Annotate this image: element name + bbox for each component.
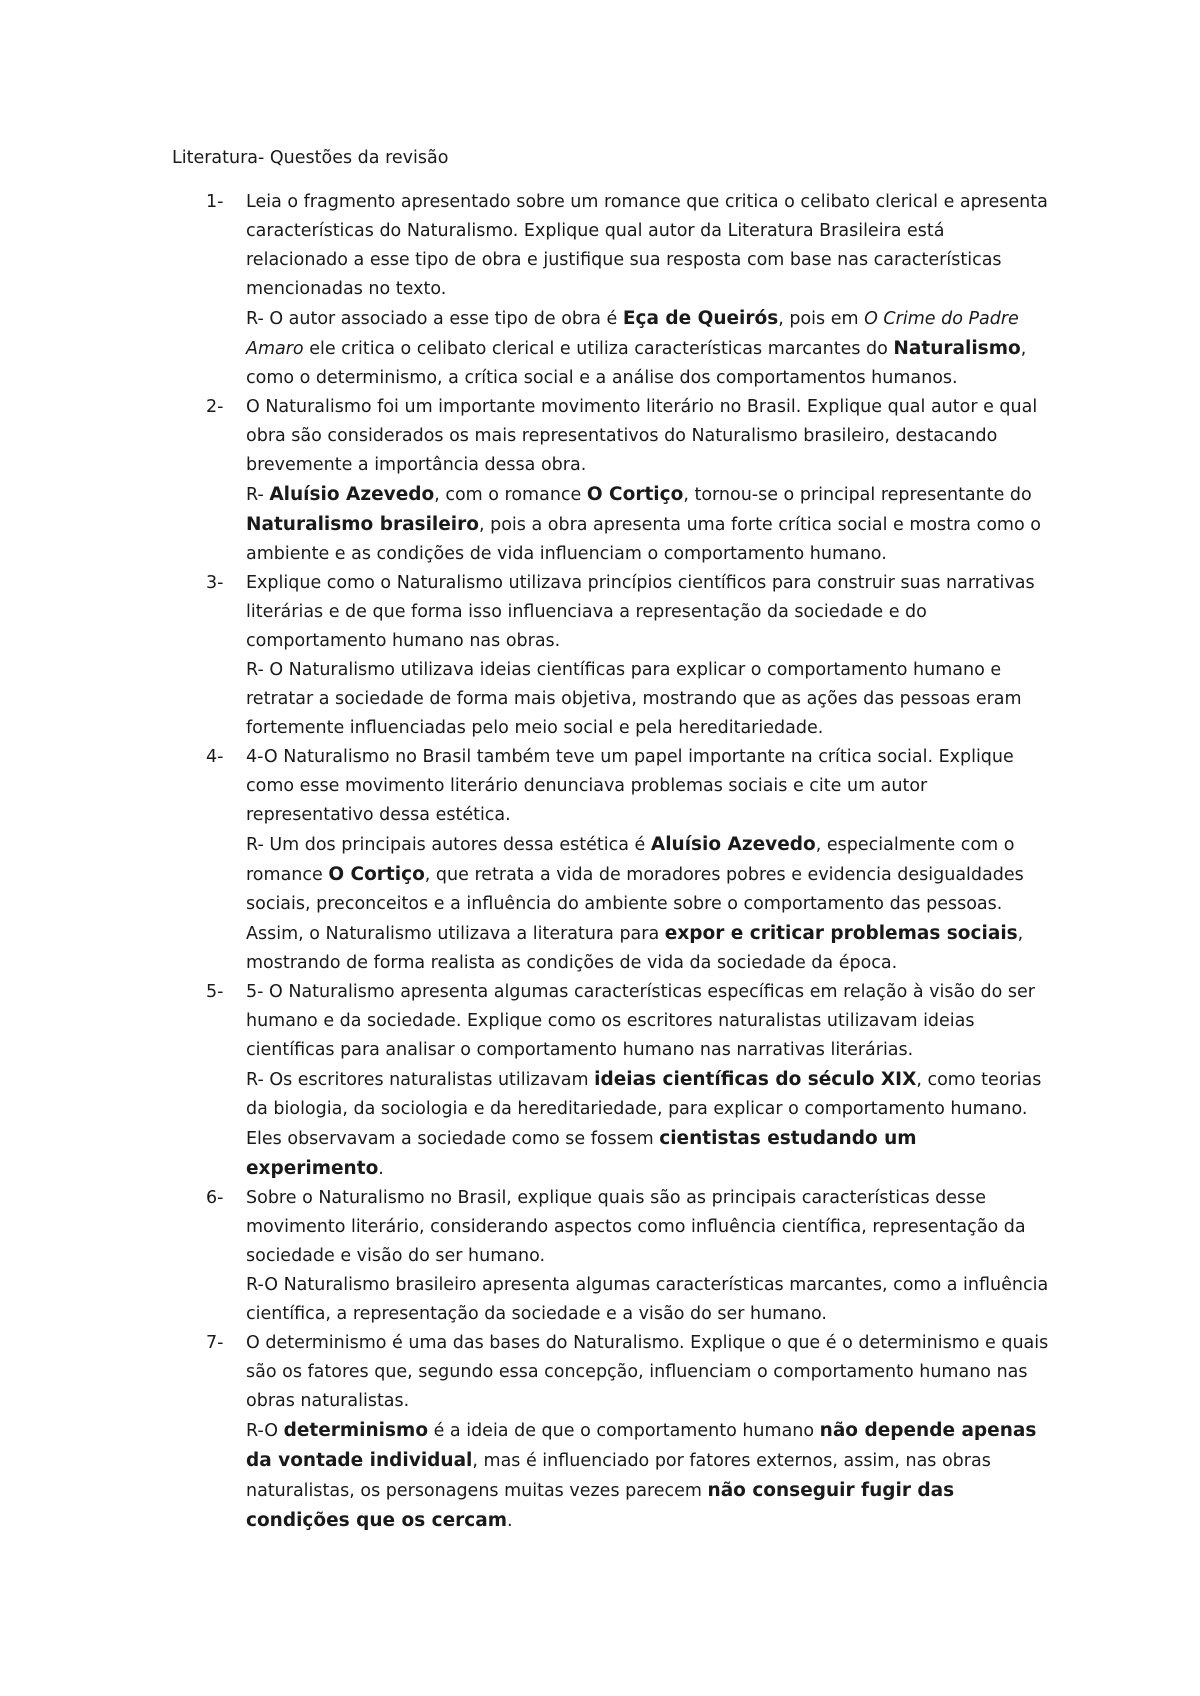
answer-text — [246, 1416, 1052, 1536]
answer-segment: R-O Naturalismo brasileiro apresenta algumas características marcantes, como a influência científica, a representação da sociedade e a visão do ser humano. — [246, 1275, 1049, 1324]
answer-text — [246, 1271, 1052, 1329]
answer-segment: R- Os escritores naturalistas utilizavam — [246, 1070, 595, 1090]
document-title: Literatura- Questões da revisão — [172, 148, 449, 168]
question-number: 1- — [206, 192, 224, 212]
answer-segment: , mostrando de forma realista as condições de vida da sociedade da época. — [246, 924, 1024, 973]
answer-segment: , pois a obra apresenta uma forte crítica social e mostra como o ambiente e as condições de vida influenciam o comportamento humano. — [246, 515, 1041, 564]
answer-bold-segment: Naturalismo brasileiro — [246, 514, 479, 535]
question-item — [172, 1329, 1052, 1536]
question-number: 4- — [206, 747, 224, 767]
answer-text — [246, 830, 1052, 978]
question-item — [172, 188, 1052, 393]
answer-bold-segment: ideias científicas do século XIX — [594, 1069, 917, 1090]
answer-segment: , tornou-se o principal representante do — [683, 485, 1032, 505]
answer-bold-segment: cientistas estudando um experimento — [246, 1128, 917, 1179]
answer-segment: , como o determinismo, a crítica social e a análise dos comportamentos humanos. — [246, 339, 1027, 388]
question-text: O Naturalismo foi um importante movimento literário no Brasil. Explique qual autor e qual obra são considerados os mais representativos do Naturalismo brasileiro, destacando brevemente a importância dessa obra. — [246, 397, 1038, 475]
answer-text — [246, 656, 1052, 743]
answer-bold-segment: Naturalismo — [893, 338, 1021, 359]
question-number: 6- — [206, 1188, 224, 1208]
answer-bold-segment: determinismo — [283, 1420, 429, 1441]
question-number: 7- — [206, 1333, 224, 1353]
answer-segment: , pois em — [778, 309, 865, 329]
question-text: Leia o fragmento apresentado sobre um romance que critica o celibato clerical e apresenta características do Naturalismo. Explique qual autor da Literatura Brasileira está relacionado a esse tipo de obra e justifique sua resposta com base nas características mencionadas no texto. — [246, 192, 1048, 299]
answer-segment: ele critica o celibato clerical e utiliza características marcantes do — [303, 339, 894, 359]
answer-segment: , com o romance — [434, 485, 587, 505]
answer-bold-segment: não depende apenas da vontade individual — [246, 1420, 1037, 1471]
answer-bold-segment: O Cortiço — [586, 484, 684, 505]
answer-italic-segment: O Crime do Padre Amaro — [246, 309, 1019, 359]
question-item — [172, 1184, 1052, 1329]
question-item — [172, 743, 1052, 978]
answer-segment: , especialmente com o romance — [246, 835, 1015, 885]
answer-text — [246, 304, 1052, 393]
answer-bold-segment: não conseguir fugir das condições que os cercam — [246, 1480, 955, 1531]
question-text: Sobre o Naturalismo no Brasil, explique quais são as principais características desse movimento literário, considerando aspectos como influência científica, representação da sociedade e visão do ser humano. — [246, 1188, 1026, 1266]
question-text: O determinismo é uma das bases do Naturalismo. Explique o que é o determinismo e quais são os fatores que, segundo essa concepção, influenciam o comportamento humano nas obras naturalistas. — [246, 1333, 1049, 1411]
answer-segment: R-O — [246, 1421, 284, 1441]
question-list — [172, 188, 1052, 1536]
answer-segment: R- O autor associado a esse tipo de obra é — [246, 309, 623, 329]
answer-segment: R- O Naturalismo utilizava ideias científicas para explicar o comportamento humano e retratar a sociedade de forma mais objetiva, mostrando que as ações das pessoas eram fortemente influenciadas pelo meio social e pela hereditariedade. — [246, 660, 1022, 738]
answer-bold-segment: Aluísio Azevedo — [650, 834, 816, 855]
answer-segment: é a ideia de que o comportamento humano — [428, 1421, 820, 1441]
question-item — [172, 393, 1052, 569]
answer-segment: , que retrata a vida de moradores pobres e evidencia desigualdades sociais, preconceitos e a influência do ambiente sobre o comportamento das pessoas. Assim, o Naturalismo utilizava a literatura para — [246, 865, 1024, 944]
answer-segment: R- Um dos principais autores dessa estética é — [246, 835, 651, 855]
answer-bold-segment: Eça de Queirós — [622, 308, 779, 329]
answer-bold-segment: expor e criticar problemas sociais — [664, 923, 1018, 944]
answer-bold-segment: O Cortiço — [328, 864, 425, 885]
answer-bold-segment: Aluísio Azevedo — [269, 484, 435, 505]
question-text: 4-O Naturalismo no Brasil também teve um papel importante na crítica social. Explique como esse movimento literário denunciava problemas sociais e cite um autor representativo dessa estética. — [246, 747, 1014, 825]
question-number: 2- — [206, 397, 224, 417]
answer-segment: , como teorias da biologia, da sociologia e da hereditariedade, para explicar o comportamento humano. Eles observavam a sociedade como se fossem — [246, 1070, 1042, 1149]
answer-segment: , mas é influenciado por fatores externos, assim, nas obras naturalistas, os personagens muitas vezes parecem — [246, 1451, 991, 1501]
answer-text — [246, 480, 1052, 569]
question-text: 5- O Naturalismo apresenta algumas características específicas em relação à visão do ser humano e da sociedade. Explique como os escritores naturalistas utilizavam ideias científicas para analisar o comportamento humano nas narrativas literárias. — [246, 982, 1035, 1060]
question-item — [172, 569, 1052, 743]
answer-segment: R- — [246, 485, 270, 505]
question-number: 3- — [206, 573, 224, 593]
question-item — [172, 978, 1052, 1184]
answer-segment: . — [507, 1511, 513, 1531]
question-text: Explique como o Naturalismo utilizava princípios científicos para construir suas narrativas literárias e de que forma isso influenciava a representação da sociedade e do comportamento humano nas obras. — [246, 573, 1035, 651]
answer-text — [246, 1065, 1052, 1184]
answer-segment: . — [378, 1159, 384, 1179]
question-number: 5- — [206, 982, 224, 1002]
